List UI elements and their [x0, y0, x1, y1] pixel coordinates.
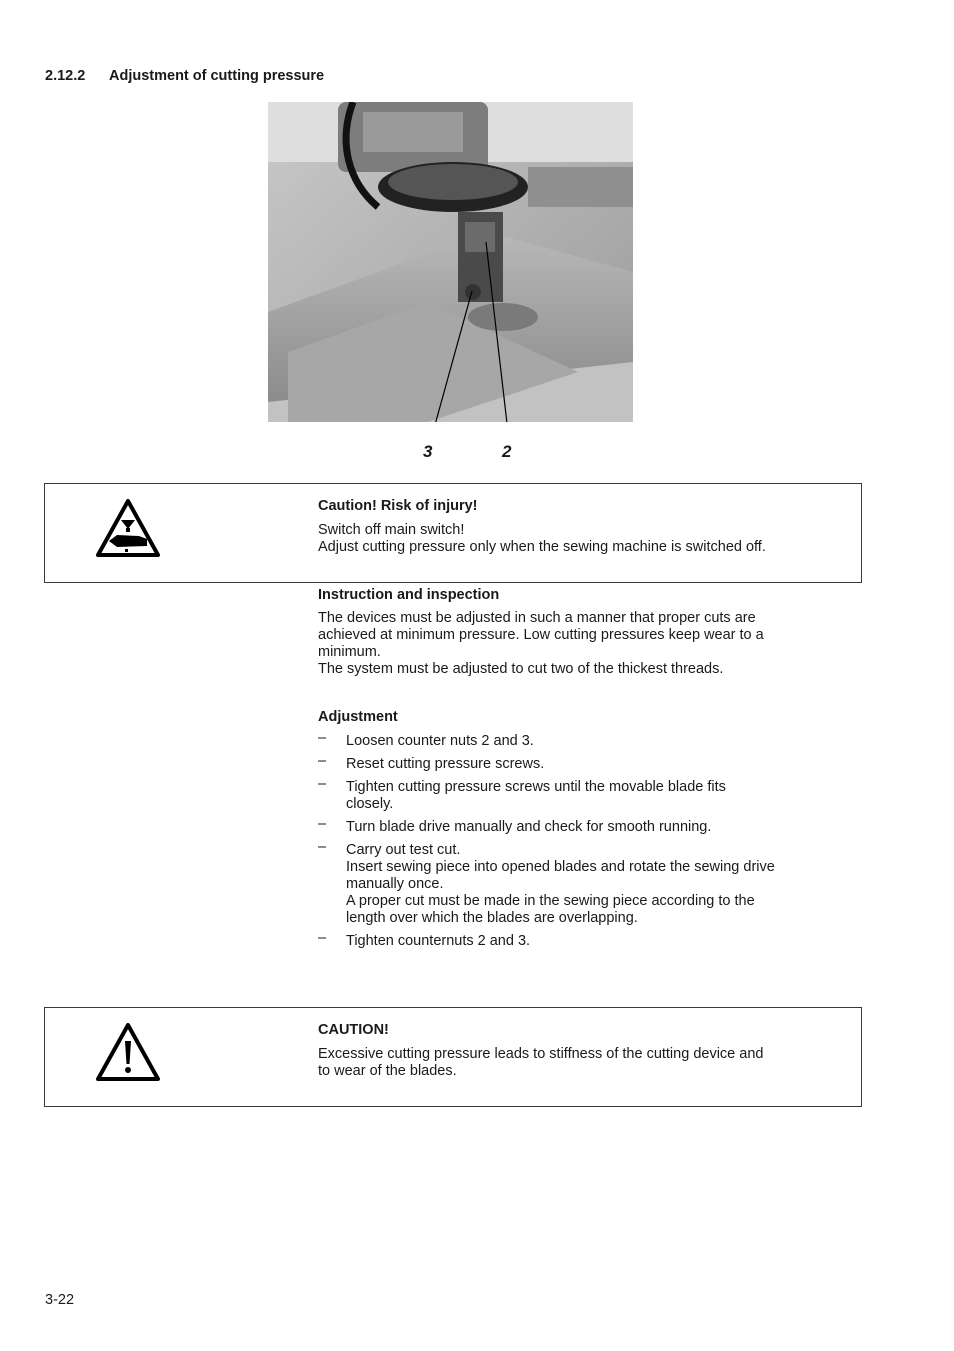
injury-warning-title: Caution! Risk of injury! [318, 498, 478, 514]
adjustment-steps [318, 730, 863, 956]
section-number: 2.12.2 [45, 68, 86, 84]
figure-photo [268, 102, 633, 422]
caution-line: Excessive cutting pressure leads to stiffness of the cutting device and [318, 1046, 764, 1062]
list-item [318, 730, 863, 750]
instruction-line: The system must be adjusted to cut two of the thickest threads. [318, 661, 724, 677]
step-line: A proper cut must be made in the sewing piece according to the [346, 893, 755, 909]
hand-injury-warning-icon [95, 498, 161, 563]
instruction-line: The devices must be adjusted in such a manner that proper cuts are [318, 610, 756, 626]
caution-title: CAUTION! [318, 1022, 389, 1038]
list-dash: – [318, 816, 327, 832]
list-dash: – [318, 776, 327, 792]
injury-warning-box [44, 483, 862, 583]
step-line: Turn blade drive manually and check for smooth running. [346, 819, 712, 835]
list-item [318, 839, 863, 927]
list-item [318, 753, 863, 773]
step-line: Reset cutting pressure screws. [346, 756, 545, 772]
list-dash: – [318, 730, 327, 746]
instruction-line: achieved at minimum pressure. Low cutting pressures keep wear to a [318, 627, 764, 643]
list-dash: – [318, 753, 327, 769]
list-dash: – [318, 930, 327, 946]
step-line: manually once. [346, 876, 444, 892]
instruction-paragraph [318, 610, 863, 678]
injury-warning-line: Adjust cutting pressure only when the sewing machine is switched off. [318, 539, 766, 555]
injury-warning-line: Switch off main switch! [318, 522, 465, 538]
exclamation-warning-icon [95, 1022, 161, 1087]
callout-2: 2 [502, 442, 512, 461]
adjustment-heading: Adjustment [318, 709, 398, 725]
caution-line: to wear of the blades. [318, 1063, 457, 1079]
caution-box [44, 1007, 862, 1107]
list-dash: – [318, 839, 327, 855]
section-heading [45, 68, 324, 84]
page-number: 3-22 [45, 1292, 75, 1308]
list-item [318, 816, 863, 836]
callout-3: 3 [423, 442, 433, 461]
step-line: Loosen counter nuts 2 and 3. [346, 733, 534, 749]
step-line: Insert sewing piece into opened blades and rotate the sewing drive [346, 859, 775, 875]
step-line: Tighten counternuts 2 and 3. [346, 933, 531, 949]
step-line: length over which the blades are overlapping. [346, 910, 638, 926]
instruction-heading: Instruction and inspection [318, 587, 500, 603]
section-title: Adjustment of cutting pressure [109, 68, 325, 84]
list-item [318, 930, 863, 950]
step-line: closely. [346, 796, 394, 812]
step-line: Tighten cutting pressure screws until the movable blade fits [346, 779, 726, 795]
injury-warning-text [318, 498, 858, 556]
instruction-line: minimum. [318, 644, 381, 660]
caution-text [318, 1022, 858, 1080]
step-line: Carry out test cut. [346, 842, 461, 858]
list-item [318, 776, 863, 813]
